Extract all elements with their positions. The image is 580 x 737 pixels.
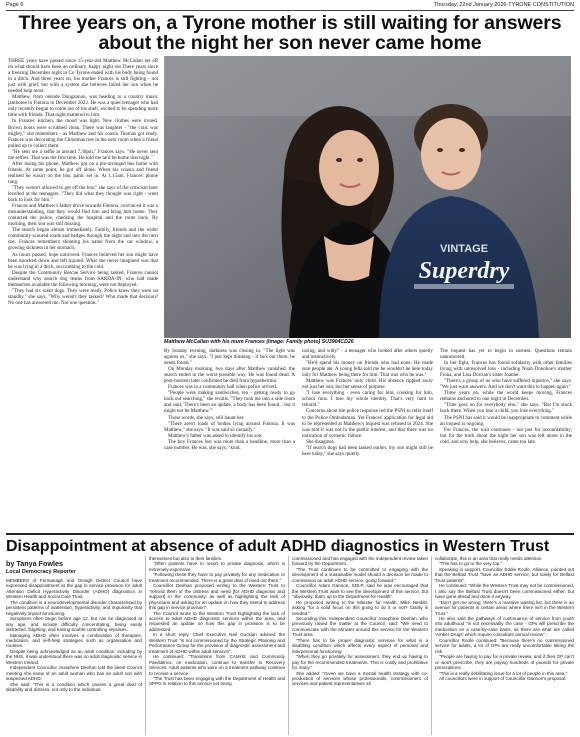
story2-column-2 [149, 556, 285, 735]
paragraph: By Sunday evening, darkness was closing in. "The light was against us," she says. "I just kept thinking - if he's out there, he needs found." [164, 348, 295, 367]
paragraph: The PSNI has said it would be inappropriate to comment while an inquest is ongoing. [440, 414, 572, 427]
story2-column-1 [6, 578, 142, 735]
photo-caption: Matthew McCallan with his mum Frances (Image: Family photo) SU3904CD26 [164, 339, 354, 345]
second-headline: Disappointment at absence of adult ADHD diagnostics in Western Trust [6, 538, 550, 555]
paragraph: He continued: "While the Western Trust may not be commissioned, I also say the Belfast Trust doesn't been commissioned either, but have gone ahead and done it anyway. [435, 583, 574, 600]
paragraph: Concerns about the police response led the PSNI to refer itself to the Police Ombudsman. Yet Frances' application for legal aid to be represented at Matthew's inquest was refused in 2024. She was told it was not in the public interest, and that there was no indication of systemic failure. [302, 408, 433, 439]
header-rule [6, 10, 574, 11]
paragraph: After losing his phone, Matthew got on a pre-arranged bus home with friends. At some point, he got off alone. When his cousin and friend realised he wasn't on the bus, panic set in. At 1.15am, Frances' phone rang. [8, 160, 158, 185]
paragraph: "Following these they have to pay privately for any medication or treatment recommended. There is a great deal of need out there." [149, 572, 285, 583]
paragraph: "This is a really debilitating issue for a lot of people in this area." [439, 670, 568, 676]
byline-role: Local Democracy Reporter [6, 569, 76, 575]
byline: by Tanya Fowles [6, 559, 63, 568]
paragraph: "People are having to pay for a private review, and if their GP can't or won't prescribe, they are paying hundreds of pounds for private prescriptions. [435, 654, 574, 671]
paragraph: The Council wrote to the Western Trust highlighting the lack of access to adult ADHD diagnostic services within the area, and requested an update on how this gap in provision is to be addressed. [149, 610, 285, 632]
paragraph: Managing ADHD often involves a combination of therapies, medication, and self-help strategies such as organisation and routines. [6, 632, 142, 649]
paragraph: "This has to go to the very top." [439, 561, 503, 567]
paragraph: collaborate, this is an area that really needs attention. [435, 556, 543, 561]
paragraph: "Don't get me wrong, there's a massive waiting list, but there is an avenue for patients in certain areas where there isn't in the Western Trust." [435, 599, 574, 616]
paragraph: In Frances' kitchen, the mood was light. New clothes were ironed. Brown boots were scrubbed clean. There was laughter - "the craic was mighty," she remembers - as Matthew and his cousin Thomas got ready. Frances was decorating the Christmas tree in the next room when a friend pulled up to collect them. [8, 118, 158, 149]
story2-column-4 [435, 556, 574, 735]
paragraph: "He'd spend his money on friends who had none. He made sure people ate. A young fella told me he wouldn't be here today only for Matthew being there for him. That was who he was." [302, 360, 433, 379]
paragraph: themselves but also to their families. [149, 556, 223, 561]
paragraph: "He sent me a selfie at around 7.30pm," Frances says. "He never sent me selfies. That was the first time. He told me he'd be home that night." [8, 148, 158, 161]
story1-column-3 [302, 348, 433, 528]
paragraph: "Often patients have to resort to private diagnosis, which is extremely expensive. [149, 561, 285, 572]
paragraph: As hours passed, hope narrowed. Frances believed her son might have been knocked down and left injured. What she never imagined was that he was lying in a ditch, succumbing to the cold. [8, 251, 158, 270]
paragraph: The inquest has yet to begin in earnest. Questions remain unanswered. [440, 348, 572, 361]
shirt-text-line-1: VINTAGE [439, 243, 489, 255]
paragraph: Councillor Roofe continued: "Because there's no commissioned service for adults, a lot of GPs are really uncomfortable taking the risk. [435, 637, 574, 654]
paragraph: Matthew was Frances' only child. His absence rippled away not just her son, but her sense of purpose. [302, 378, 433, 391]
paragraph: commissioned and has engaged with the independent review taken forward by the Department. [292, 556, 428, 567]
paragraph: "They had six scent dogs. They were ready. Police knew they were on standby," she says. "Why weren't they tasked? Who made that decision? No one has answered me. Not one question." [8, 287, 158, 306]
paragraph: She said: "This is a condition which causes a great deal of disability and distress, not only to the individual [6, 681, 142, 693]
paragraph: Speaking in support, Councillor Eddie Roofe, Alliance, pointed out that the Belfast Trust "have an ADHD service, but solely for Belfast Trust patients". [435, 566, 574, 583]
paragraph: Matthew's father was asked to identify his son. [168, 432, 263, 439]
paragraph: "There's a group of us who have suffered injustice," she says. "We just want answers. And we don't want this to happen again." [440, 378, 572, 391]
paragraph: "People were making sandwiches, tea - getting ready to go back out searching," she recalls. "They took me into a side room and said, 'There's been an update, a body has been found... but it might not be Matthew.'" [164, 390, 295, 415]
column-rule [145, 556, 146, 735]
paragraph: Frances and Matthew's father drove towards Fintona, convinced it was a misunderstanding, that they would find him and bring him home. They contacted the police, checking the hospital and the route back. By morning, their son was still missing. [8, 203, 158, 228]
paragraph: Three years on, while the world keeps moving, Frances remains anchored to one night in December. [440, 390, 572, 403]
column-rule [431, 556, 432, 735]
page-number: Page 6 [6, 2, 24, 8]
paragraph: He proposed writing to the Minister for Health, Mike Nesbitt, asking "for a solid focus on this going to do it or not? Clarity is needed." [292, 599, 428, 616]
paragraph: Those words, she says, still haunt her. [168, 414, 245, 421]
paragraph: Despite the Community Rescue Service being tasked, Frances cannot understand why search dog teams from SARDA-IN, who had made themselves available the following morning, were not deployed. [8, 269, 158, 288]
paragraph: In a short reply, Chief Executive Neil Guckian advised the Western Trust "is not commissioned by the Strategic Planning and Performance Group for the provision of diagnostic assessment and treatment of ADHD within adult services". [149, 632, 285, 654]
paragraph: "There has to be proper diagnostic services for what is a disabling condition which affects every aspect of personal and interpersonal functioning. [292, 637, 428, 654]
column-rule [288, 556, 289, 735]
paragraph: "Time goes on for everybody else," she says. "But I'm stuck back there. When you lose a child, you lose everything." [440, 402, 572, 415]
paragraph: She disagrees. [306, 438, 335, 445]
paragraph: Seconding this, Independent Councillor Josephine Deehan, who previously raised the matter at the Council, said: "We need to communicate with the Minister around this service for the Western Trust area. [292, 615, 428, 638]
page-header [6, 2, 574, 10]
paragraph: "The Trust continues to be committed to engaging with the development of a sustainable model should a decision be made to commission an adult ADHD service, going forward." [292, 566, 428, 583]
paragraph: On Monday morning, two days after Matthew vanished, the search ended in the worst possible way. He was found dead. A post-mortem later confirmed he died from hypothermia. [164, 366, 295, 385]
paragraph: The boy Frances lost was more than a headline, more than a case number. He was, she says, "kind, [164, 438, 295, 451]
paragraph: For Frances, the wait continues - not just for accountability, but for the truth about the night her son was left alone in the cold, and why help, she believes, came too late. [440, 426, 572, 445]
story1-column-1 [8, 58, 158, 528]
paragraph: All councillors were in support of Councillor Gannon's proposal. [439, 675, 567, 681]
paragraph: Councillor Deehan proposed writing to the Western Trust to "remind them of the distress and need [for ADHD diagnosis and support] in the community, as well as highlighting the lack of physicians and asking for an update on how they intend to address this gap in service provision". [149, 583, 285, 611]
shirt-text-line-2: Superdry [418, 258, 510, 284]
paragraph: The search began almost immediately. Family, friends and the wider community scoured roads and hedges through the night and into the next day. Frances remembers shouting his name from the car window, a growing sickness in her stomach. [8, 227, 158, 252]
paragraph: MEMBERS of Fermanagh and Omagh District Council have expressed disappointment at the gap in service provision for adult Attention Deficit Hyperactivity Disorder (ADHD) diagnostics in Western Health and Social Care Trust. [6, 578, 142, 600]
paragraph: "When they go privately for assessment, they end up having to pay for the recommended treatments. This is costly and prohibitive for many." [292, 654, 428, 671]
paragraph: "If search dogs had been tasked earlier, my son might still be here today," she says quietly. [302, 444, 433, 457]
paragraph: THREE years have passed since 15-year-old Matthew McCallan set off on what should have been an ordinary, happy night out.There years since a freezing December night in Co Tyrone ended with his body being found in a ditch. And three years on, his mother Frances is still fighting - not just with grief, but with a system she believes failed her son when he needed help most. [8, 58, 158, 95]
paragraph: Independent Councillor Josephine Deehan told the latest Council meeting she knew of an adult woman who has an adult son with suspected ADHD. [6, 665, 142, 682]
paragraph: He continued: "Transitions from CAMHS and Community Paediatrics, on medication, continue to transfer to Recovery Services. Adult patients who were on a treatment pathway continue to receive a service. [149, 654, 285, 676]
story2-column-3 [292, 556, 428, 735]
story1-column-4 [440, 348, 572, 528]
masthead-date: Thursday, 22nd January 2026-TYRONE CONSTITUTION [433, 2, 574, 8]
paragraph: caring, and witty" - a teenager who looked after others quietly and instinctively. [302, 348, 433, 361]
paragraph: "There aren't loads of bodies lying around Fintona. It was Matthew," she says. "It was said so casually." [164, 420, 295, 433]
paragraph: Symptoms often begin before age 12, but can be diagnosed at any age, and include difficulty concentrating, being easily distracted, fidgeting, and having trouble controlling impulses. [6, 616, 142, 633]
paragraph: Despite being acknowledged as an adult condition, including by the NHS, it was understood there was no adult diagnostic service in Western Ireland. [6, 648, 142, 665]
photo-illustration [164, 56, 571, 338]
paragraph: She added: "Given we have a mental health strategy with co-production of services whose professionals, commissioners of services and patient representatives all [292, 670, 428, 687]
paragraph: The condition is a neurodevelopmental disorder characterised by persistent patterns of inattention, hyperactivity, and impulsivity that negatively impact functioning. [6, 599, 142, 616]
paragraph: "I lose everything - even caring for him, cooking for him, school runs. I lose my whole identity. That's very hard to rebuild." [302, 390, 433, 409]
paragraph: "They weren't allowed to get off the bus," she says of the criticism later levelled at the teenagers. "They did what they thought was right - went back to look for him." [8, 184, 158, 204]
paragraph: In her fight, Frances has found solidarity with other families living with unresolved loss - including Noah Donohoe's mother Fiona, and Lisa Dorrian's sister Joanne. [440, 360, 572, 379]
paragraph: Councillor Adam Gannon, SDLP, said he was encouraged that the Western Trust want to see the development of this service, but "obviously, that's up to the Department for Health". [292, 583, 428, 600]
paragraph: Frances was in a community hall when police arrived. [168, 384, 278, 391]
story1-column-2 [164, 348, 295, 528]
paragraph: He also said the pathways of continuance of service from youth into adulthood "is not necessarily the case - GPs will prescribe the medication on a case-by-case basis, as there are what are called 'Amber Drugs' which require consultant annual review". [435, 615, 574, 638]
story-separator [6, 533, 574, 535]
family-photo [164, 56, 571, 338]
paragraph: "The Trust has been engaging with the Department of Health and SPPG in relation to this service not being [149, 675, 285, 687]
main-headline: Three years on, a Tyrone mother is still waiting for answers about the night her son never came home [18, 12, 562, 54]
paragraph: Matthew, from outside Dungannon, was heading to a country music jamboree in Fintona in December 2022. He was a quiet teenager who had only recently begun to come out of his shell, excited to be spending more time with friends. That night mattered to him. [8, 94, 158, 119]
